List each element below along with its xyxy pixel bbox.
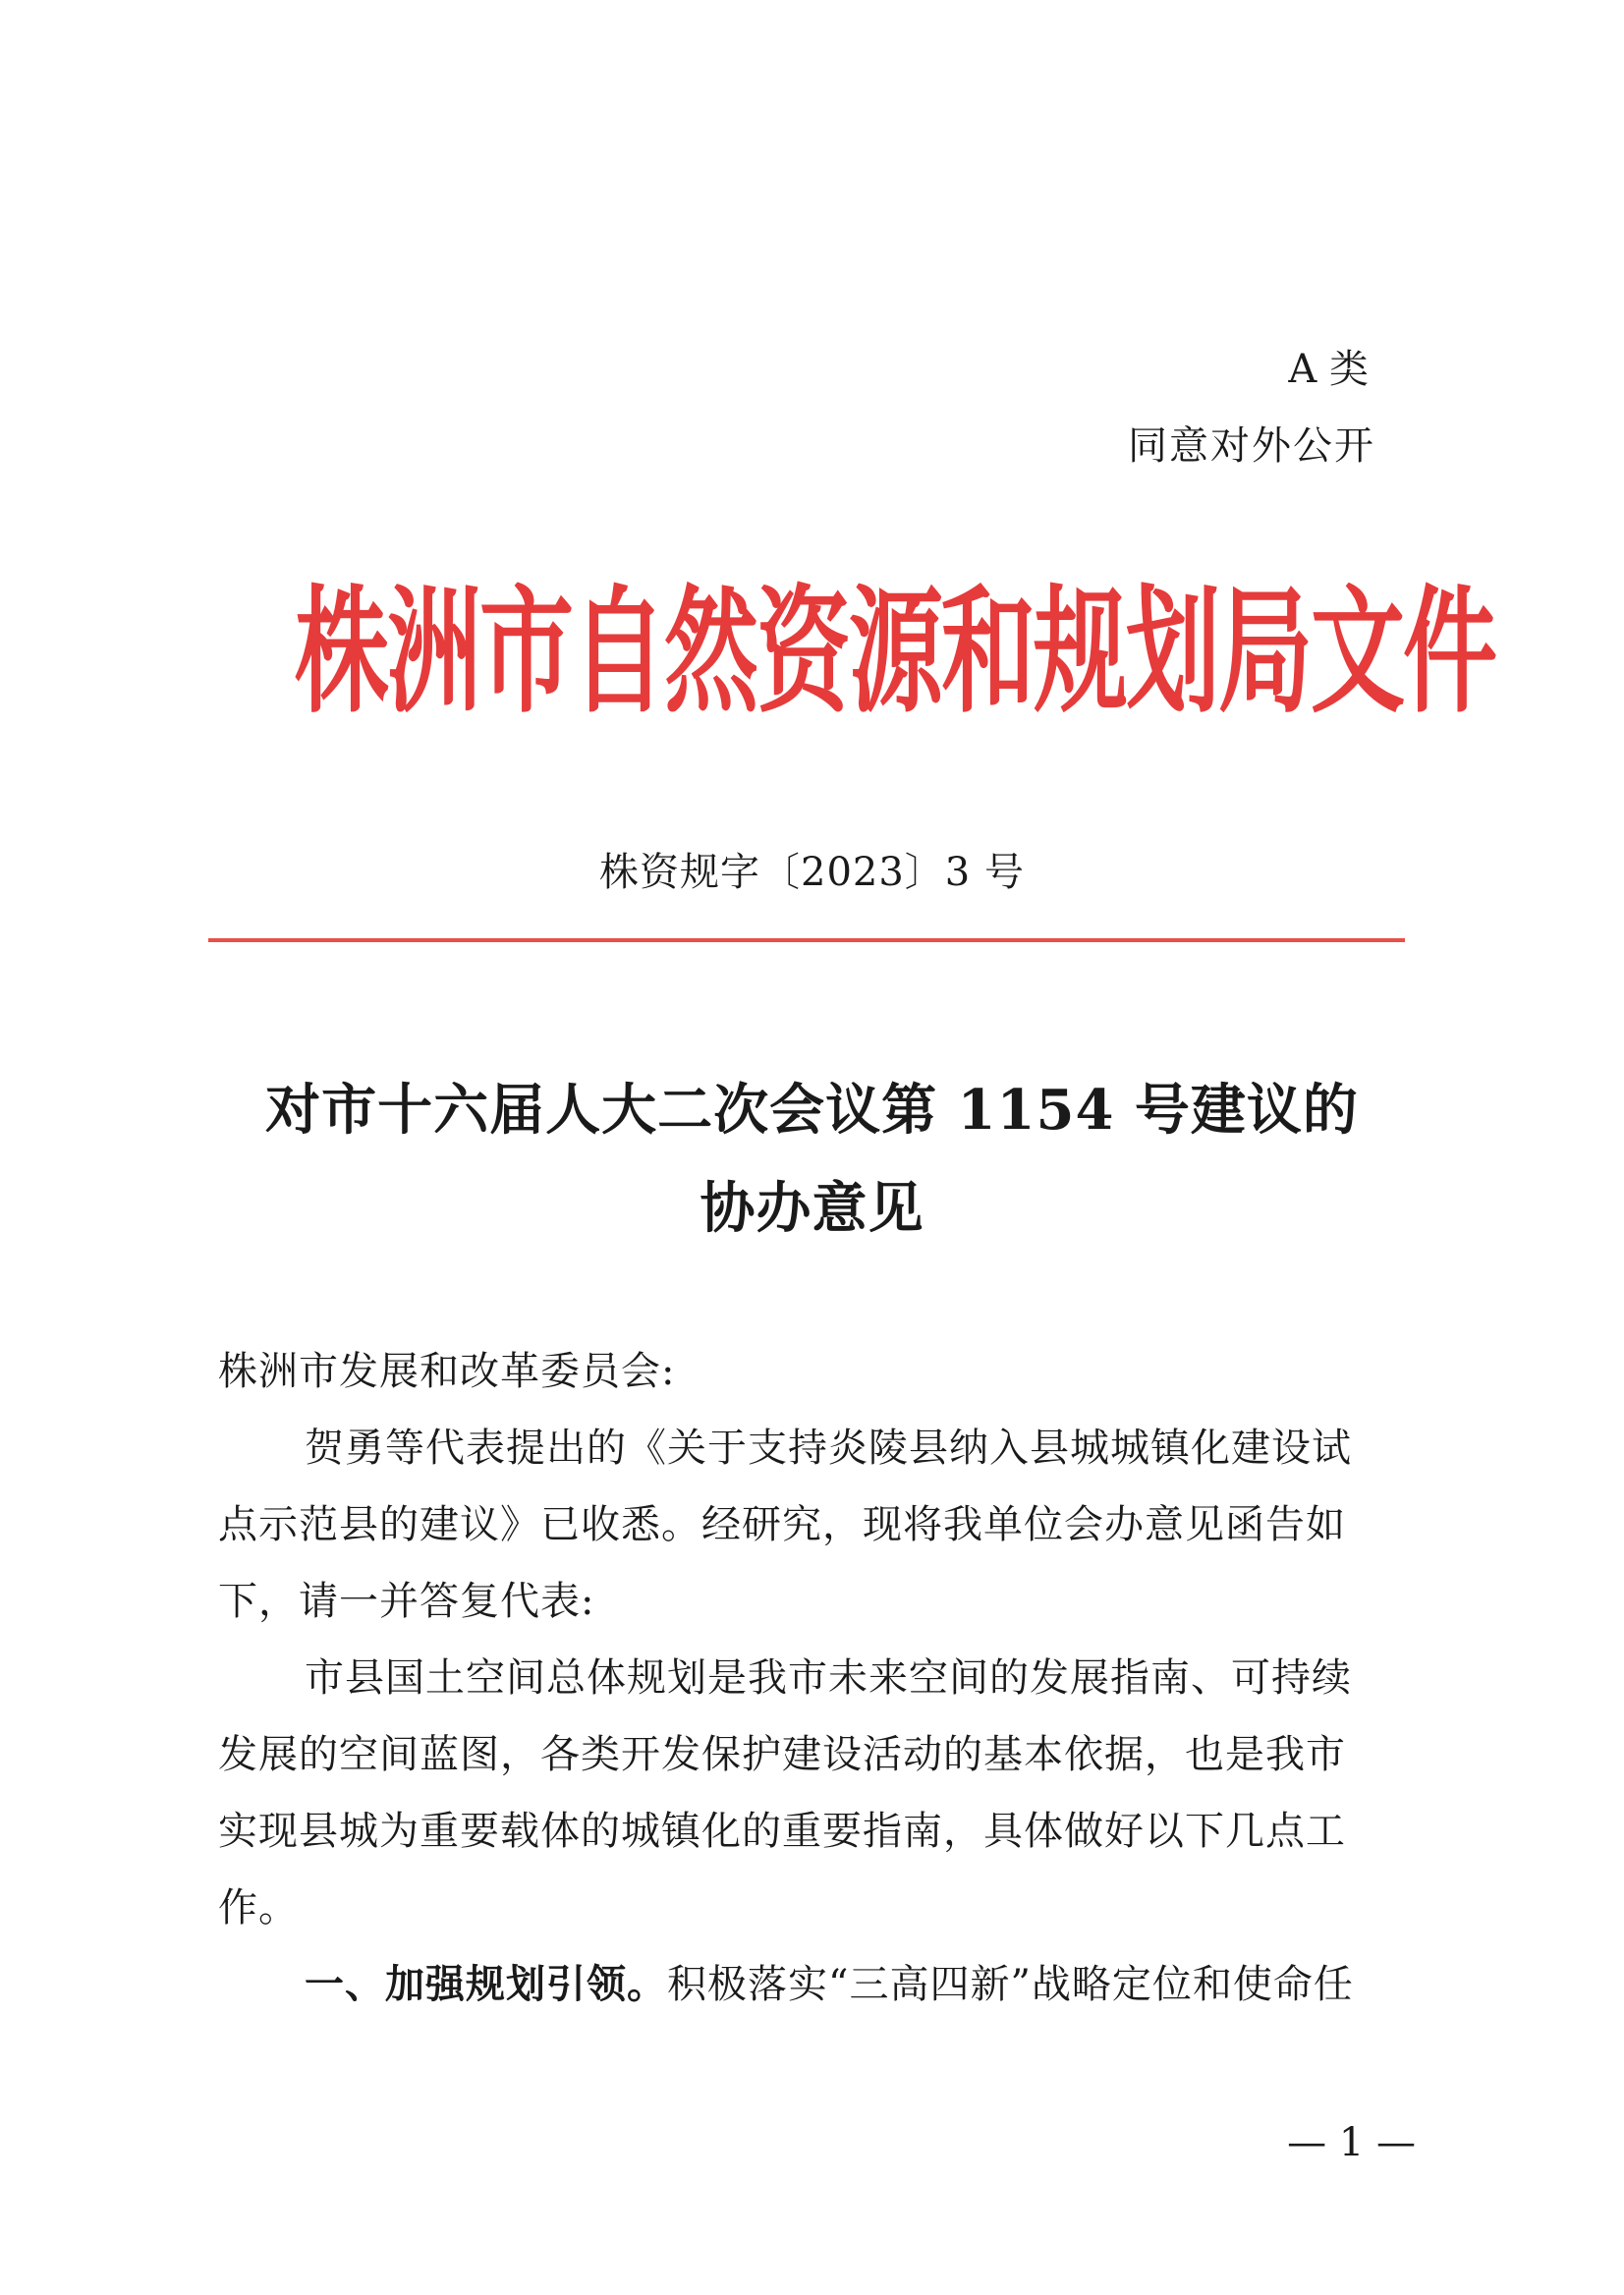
section-1-heading: 一、加强规划引领。 [305, 1962, 667, 2007]
paragraph-2-line-4: 作。 [218, 1885, 299, 1931]
disclosure-label: 同意对外公开 [1128, 423, 1375, 469]
document-number: 株资规字〔2023〕3 号 [599, 850, 1025, 895]
paragraph-2-line-3: 实现县城为重要载体的城镇化的重要指南，具体做好以下几点工 [218, 1809, 1346, 1854]
classification-label: A 类 [1288, 347, 1369, 392]
paragraph-2-line-2: 发展的空间蓝图，各类开发保护建设活动的基本依据，也是我市 [218, 1732, 1346, 1777]
salutation: 株洲市发展和改革委员会: [218, 1349, 676, 1394]
paragraph-2-line-1: 市县国土空间总体规划是我市未来空间的发展指南、可持续 [305, 1655, 1352, 1701]
document-title-line-2: 协办意见 [700, 1176, 924, 1241]
paragraph-1-line-1: 贺勇等代表提出的《关于支持炎陵县纳入县城城镇化建设试 [305, 1426, 1352, 1471]
red-divider [208, 938, 1405, 942]
page-number: — 1 — [1287, 2120, 1416, 2165]
masthead-title: 株洲市自然资源和规划局文件 [295, 572, 1495, 732]
paragraph-1-line-2: 点示范县的建议》已收悉。经研究，现将我单位会办意见函告如 [218, 1502, 1346, 1547]
section-1-line [305, 1959, 1354, 2010]
section-1-text: 积极落实“三高四新”战略定位和使命任 [667, 1962, 1354, 2007]
document-title-line-1: 对市十六届人大二次会议第 1154 号建议的 [265, 1078, 1359, 1143]
paragraph-1-line-3: 下，请一并答复代表: [218, 1579, 595, 1624]
